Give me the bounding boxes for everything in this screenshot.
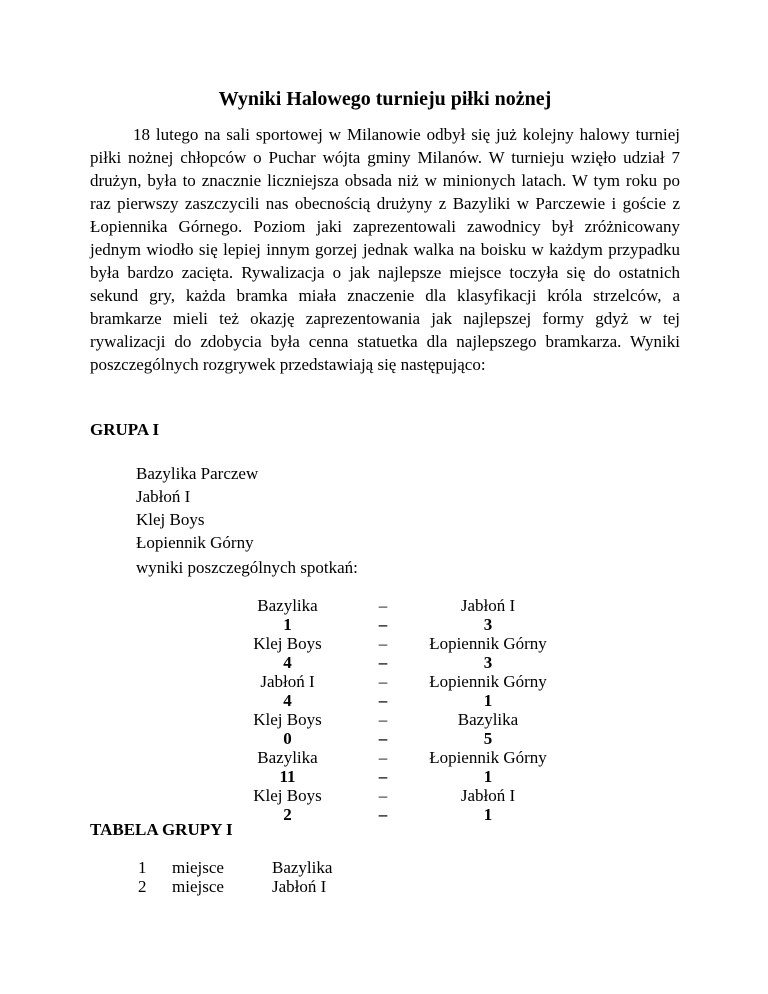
dash: – — [378, 710, 388, 729]
standing-team: Bazylika — [272, 858, 333, 877]
results-caption: wyniki poszczególnych spotkań: — [136, 558, 358, 577]
away-team: Bazylika — [457, 710, 519, 729]
match-score-row — [90, 651, 680, 670]
away-score: 1 — [483, 805, 493, 824]
dash: – — [378, 596, 388, 615]
dash: – — [378, 786, 388, 805]
home-score: 1 — [283, 615, 292, 634]
team-item: Klej Boys — [136, 510, 205, 529]
table-heading: TABELA GRUPY I — [90, 820, 233, 839]
match-score-row — [90, 727, 680, 746]
dash: – — [378, 691, 388, 710]
match-teams-row — [90, 784, 680, 803]
home-team: Klej Boys — [253, 786, 322, 805]
match-teams-row — [90, 632, 680, 651]
home-score: 0 — [283, 729, 292, 748]
match-score-row — [90, 689, 680, 708]
away-score: 3 — [483, 615, 493, 634]
match-teams-row — [90, 670, 680, 689]
dash: – — [378, 672, 388, 691]
home-score: 4 — [283, 653, 292, 672]
away-team: Łopiennik Górny — [429, 748, 547, 767]
away-team: Jabłoń I — [460, 596, 516, 615]
dash: – — [378, 634, 388, 653]
team-item: Jabłoń I — [136, 487, 191, 506]
home-team: Jabłoń I — [260, 672, 315, 691]
away-team: Łopiennik Górny — [429, 634, 547, 653]
intro-paragraph: 18 lutego na sali sportowej w Milanowie odbył się już kolejny halowy turniej piłki nożnej chłopców o Puchar wójta gminy Milanów. W turnieju wzięło udział 7 drużyn, była to znacznie liczniejsza obsada niż w minionych latach. W tym roku po raz pierwszy zaszczycili nas obecnością drużyny z Bazyliki w Parczewie i goście z Łopiennika Górnego. Poziom jaki zaprezentowali zawodnicy był zróżnicowany jednym wiodło się lepiej innym gorzej jednak walka na boisku w każdym przypadku była bardzo zacięta. Rywalizacja o jak najlepsze miejsce toczyła się do ostatnich sekund gry, każda bramka miała znaczenie dla klasyfikacji króla strzelców, a bramkarze mieli też okazję zaprezentowania jak najlepszej formy gdyż w tej rywalizacji do zdobycia była cenna statuetka dla najlepszego bramkarza. Wyniki poszczególnych rozgrywek przedstawiają się następująco: — [90, 125, 680, 374]
dash: – — [378, 729, 388, 748]
away-team: Łopiennik Górny — [429, 672, 547, 691]
dash: – — [378, 653, 388, 672]
dash: – — [378, 615, 388, 634]
dash: – — [378, 805, 388, 824]
away-score: 1 — [483, 767, 493, 786]
away-score: 5 — [483, 729, 493, 748]
standing-label: miejsce — [172, 877, 224, 896]
match-score-row — [90, 765, 680, 784]
home-score: 11 — [279, 767, 296, 786]
home-team: Klej Boys — [253, 710, 322, 729]
home-team: Bazylika — [257, 748, 318, 767]
team-item: Łopiennik Górny — [136, 533, 254, 552]
match-teams-row — [90, 594, 680, 613]
team-list — [136, 462, 258, 554]
document-title: Wyniki Halowego turnieju piłki nożnej — [218, 88, 552, 110]
standing-row — [90, 856, 680, 875]
group-heading: GRUPA I — [90, 420, 160, 439]
results-table — [90, 594, 680, 822]
standing-position: 2 — [138, 877, 147, 896]
match-score-row — [90, 613, 680, 632]
away-team: Jabłoń I — [460, 786, 516, 805]
home-score: 4 — [283, 691, 292, 710]
match-teams-row — [90, 708, 680, 727]
standing-position: 1 — [138, 858, 147, 877]
away-score: 1 — [483, 691, 493, 710]
standing-label: miejsce — [172, 858, 224, 877]
away-score: 3 — [483, 653, 493, 672]
dash: – — [378, 767, 388, 786]
standing-team: Jabłoń I — [272, 877, 327, 896]
home-score: 2 — [283, 805, 292, 824]
standing-row — [90, 875, 680, 894]
standings-table — [90, 856, 680, 894]
home-team: Klej Boys — [253, 634, 322, 653]
match-teams-row — [90, 746, 680, 765]
dash: – — [378, 748, 388, 767]
team-item: Bazylika Parczew — [136, 464, 259, 483]
home-team: Bazylika — [257, 596, 318, 615]
